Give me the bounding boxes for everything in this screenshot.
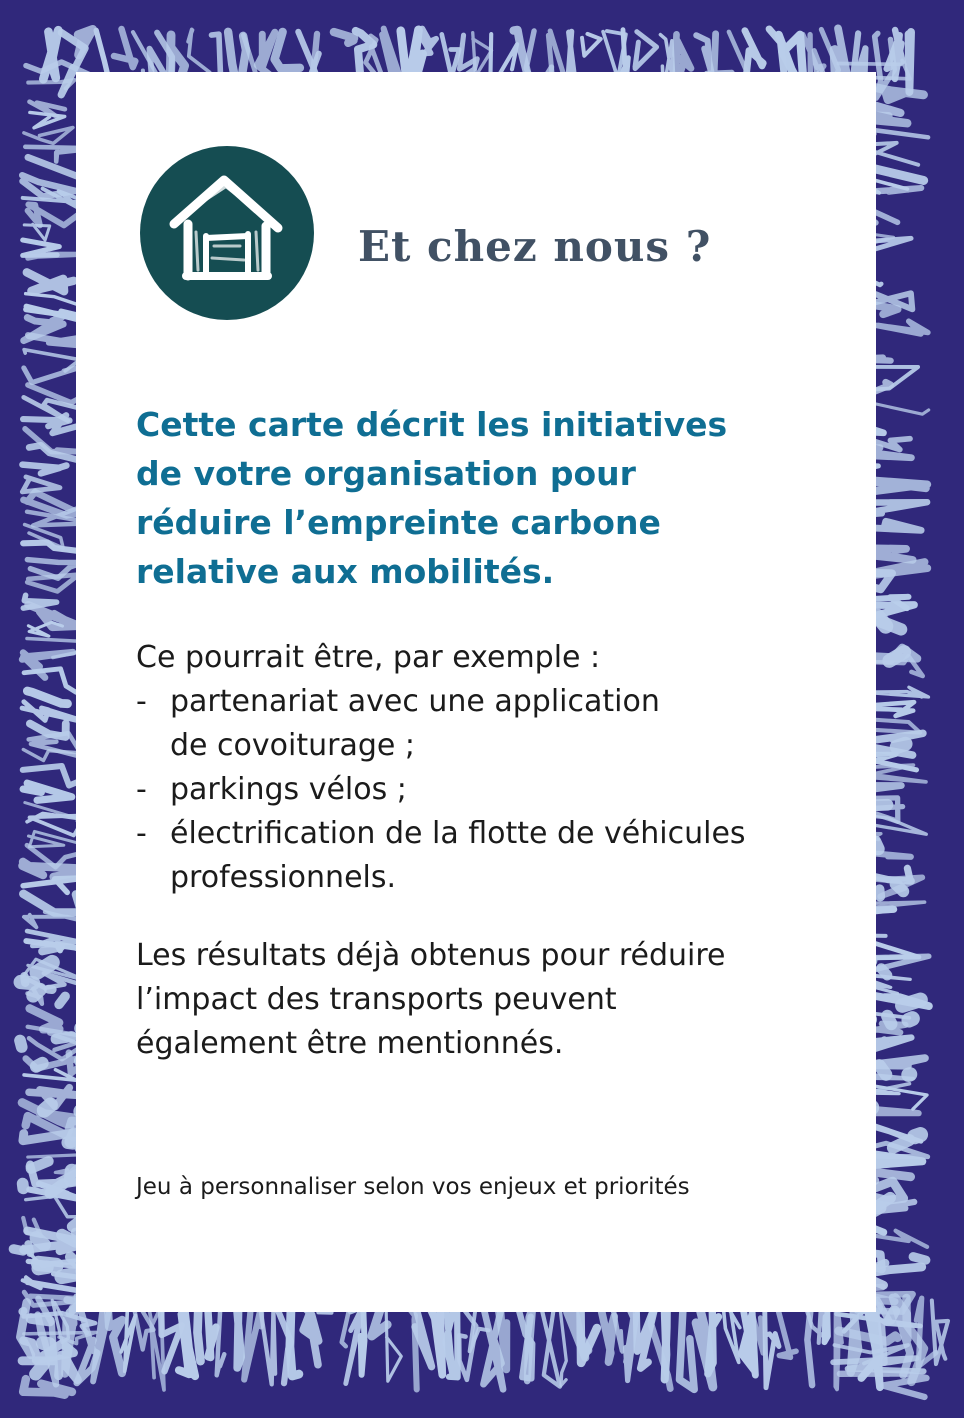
footer-note: Jeu à personnaliser selon vos enjeux et priorités (136, 1174, 690, 1200)
list-item (136, 768, 746, 812)
intro-line: réduire l’empreinte carbone (136, 503, 661, 542)
intro-line: relative aux mobilités. (136, 552, 555, 591)
list-bullet: - (136, 684, 147, 719)
list-item-line: parkings vélos ; (170, 772, 407, 807)
intro-line: Cette carte décrit les initiatives (136, 405, 728, 444)
list-bullet: - (136, 772, 147, 807)
card-title: Et chez nous ? (358, 222, 712, 271)
house-icon (140, 146, 314, 320)
list-item (136, 680, 746, 768)
list-bullet: - (136, 816, 147, 851)
intro-line: de votre organisation pour (136, 454, 636, 493)
list-item-line: de covoiturage ; (170, 728, 415, 763)
list-item-line: partenariat avec une application (170, 684, 660, 719)
examples-list (136, 680, 746, 900)
list-item-line: professionnels. (170, 860, 397, 895)
results-text (136, 934, 726, 1066)
results-line: l’impact des transports peuvent (136, 982, 617, 1017)
list-item (136, 812, 746, 900)
intro-text (136, 400, 826, 596)
examples-lead: Ce pourrait être, par exemple : (136, 640, 601, 675)
results-line: également être mentionnés. (136, 1026, 564, 1061)
results-line: Les résultats déjà obtenus pour réduire (136, 938, 726, 973)
list-item-line: électrification de la flotte de véhicules (170, 816, 746, 851)
